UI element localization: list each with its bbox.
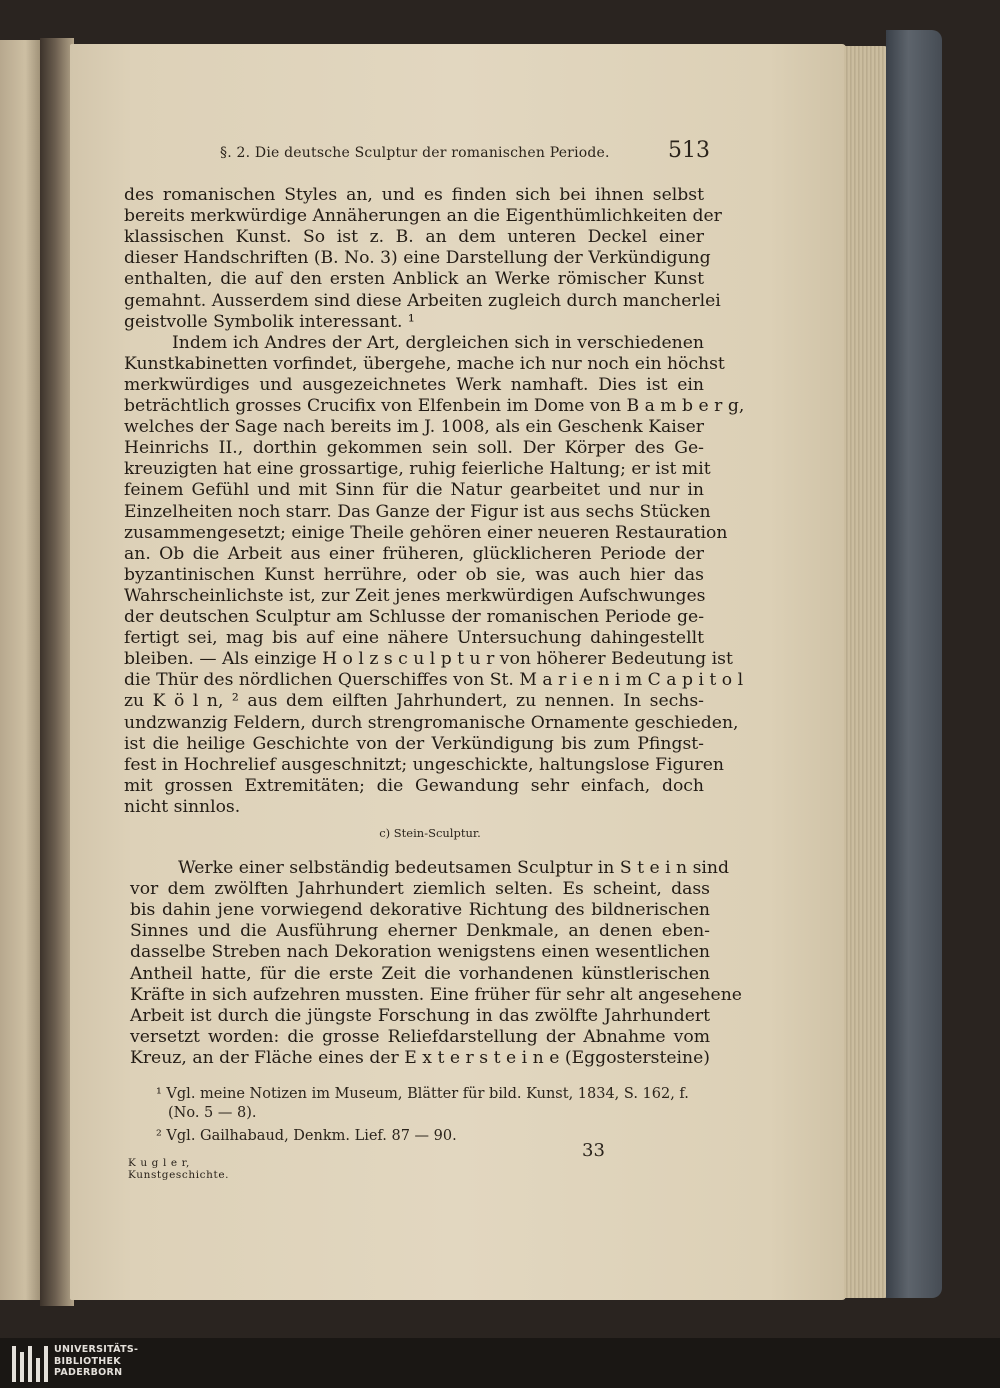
body-line: kreuzigten hat eine grossartige, ruhig feierliche Haltung; er ist mit bbox=[124, 459, 711, 480]
library-logo-icon bbox=[10, 1344, 50, 1384]
section-line: Antheil hatte, für die erste Zeit die vorhandenen künstlerischen bbox=[130, 963, 710, 984]
footnote-1-cont: (No. 5 — 8). bbox=[168, 1105, 257, 1121]
body-line: der deutschen Sculptur am Schlusse der romanischen Periode ge- bbox=[124, 607, 704, 627]
body-line: merkwürdiges und ausgezeichnetes Werk namhaft. Dies ist ein bbox=[124, 374, 704, 395]
body-line: klassischen Kunst. So ist z. B. an dem unteren Deckel einer bbox=[124, 227, 704, 248]
body-line: ist die heilige Geschichte von der Verkündigung bis zum Pfingst- bbox=[124, 733, 704, 754]
body-line: Wahrscheinlichste ist, zur Zeit jenes merkwürdigen Aufschwunges bbox=[124, 585, 706, 606]
section-line: Kreuz, an der Fläche eines der E x t e r s t e i n e (Eggostersteine) bbox=[130, 1047, 710, 1068]
logo-line-1: UNIVERSITÄTS- bbox=[54, 1344, 139, 1355]
library-footer bbox=[0, 1338, 1000, 1388]
body-line: geistvolle Symbolik interessant. ¹ bbox=[124, 311, 415, 332]
page-block-edges bbox=[844, 46, 890, 1298]
section-line: Kräfte in sich aufzehren mussten. Eine früher für sehr alt angesehene bbox=[130, 984, 742, 1005]
body-line: Indem ich Andres der Art, dergleichen sich in verschiedenen bbox=[172, 332, 704, 353]
body-line: undzwanzig Feldern, durch strengromanische Ornamente geschieden, bbox=[124, 712, 739, 733]
body-line: fertigt sei, mag bis auf eine nähere Untersuchung dahingestellt bbox=[124, 628, 704, 649]
body-line: welches der Sage nach bereits im J. 1008, als ein Geschenk Kaiser bbox=[124, 417, 704, 438]
body-line: feinem Gefühl und mit Sinn für die Natur gearbeitet und nur in bbox=[124, 480, 704, 501]
body-line: Einzelheiten noch starr. Das Ganze der Figur ist aus sechs Stücken bbox=[124, 501, 711, 522]
footnote-1: ¹ Vgl. meine Notizen im Museum, Blätter für bild. Kunst, 1834, S. 162, f. bbox=[156, 1086, 689, 1102]
body-line: die Thür des nördlichen Querschiffes von St. M a r i e n i m C a p i t o l bbox=[124, 670, 744, 691]
logo-line-2: BIBLIOTHEK bbox=[54, 1355, 121, 1367]
section-line: dasselbe Streben nach Dekoration wenigstens einen wesentlichen bbox=[130, 942, 710, 963]
body-line: an. Ob die Arbeit aus einer früheren, glücklicheren Periode der bbox=[124, 543, 704, 564]
body-line: dieser Handschriften (B. No. 3) eine Darstellung der Verkündigung bbox=[124, 248, 711, 269]
body-line: mit grossen Extremitäten; die Gewandung sehr einfach, doch bbox=[124, 775, 704, 796]
body-line: Kunstkabinetten vorfindet, übergehe, mache ich nur noch ein höchst bbox=[124, 353, 725, 374]
body-line: zusammengesetzt; einige Theile gehören einer neueren Restauration bbox=[124, 522, 728, 543]
section-line: Werke einer selbständig bedeutsamen Sculptur in S t e i n sind bbox=[178, 858, 729, 878]
body-line: Heinrichs II., dorthin gekommen sein soll. Der Körper des Ge- bbox=[124, 438, 704, 459]
book-cover bbox=[886, 30, 942, 1298]
book-gutter bbox=[40, 38, 74, 1306]
body-line: fest in Hochrelief ausgeschnitzt; ungeschickte, haltungslose Figuren bbox=[124, 754, 724, 775]
running-head: §. 2. Die deutsche Sculptur der romanischen Periode. bbox=[220, 145, 610, 161]
body-line: nicht sinnlos. bbox=[124, 796, 241, 817]
section-line: Arbeit ist durch die jüngste Forschung in das zwölfte Jahrhundert bbox=[130, 1005, 710, 1026]
section-heading: c) Stein-Sculptur. bbox=[379, 826, 481, 840]
page-number: 513 bbox=[668, 138, 710, 163]
section-line: versetzt worden: die grosse Reliefdarstellung der Abnahme vom bbox=[130, 1026, 710, 1047]
body-line: beträchtlich grosses Crucifix von Elfenbein im Dome von B a m b e r g, bbox=[124, 396, 745, 416]
body-line: enthalten, die auf den ersten Anblick an Werke römischer Kunst bbox=[124, 269, 704, 290]
signature-number: 33 bbox=[582, 1140, 605, 1161]
body-line: bleiben. — Als einzige H o l z s c u l p t u r von höherer Bedeutung ist bbox=[124, 649, 733, 670]
signature-author: K u g l e r, Kunstgeschichte. bbox=[128, 1157, 230, 1181]
logo-line-3: PADERBORN bbox=[54, 1367, 123, 1378]
body-line: des romanischen Styles an, und es finden sich bei ihnen selbst bbox=[124, 185, 704, 205]
body-line: zu K ö l n, ² aus dem eilften Jahrhundert, zu nennen. In sechs- bbox=[124, 691, 704, 712]
footnote-2: ² Vgl. Gailhabaud, Denkm. Lief. 87 — 90. bbox=[156, 1128, 457, 1144]
body-line: bereits merkwürdige Annäherungen an die Eigenthümlichkeiten der bbox=[124, 206, 722, 227]
body-line: gemahnt. Ausserdem sind diese Arbeiten zugleich durch mancherlei bbox=[124, 290, 721, 311]
section-line: bis dahin jene vorwiegend dekorative Richtung des bildnerischen bbox=[130, 900, 710, 921]
library-logo-text bbox=[54, 1344, 138, 1379]
body-line: byzantinischen Kunst herrühre, oder ob sie, was auch hier das bbox=[124, 564, 704, 585]
section-line: vor dem zwölften Jahrhundert ziemlich selten. Es scheint, dass bbox=[130, 879, 710, 900]
section-line: Sinnes und die Ausführung eherner Denkmale, an denen eben- bbox=[130, 921, 710, 942]
